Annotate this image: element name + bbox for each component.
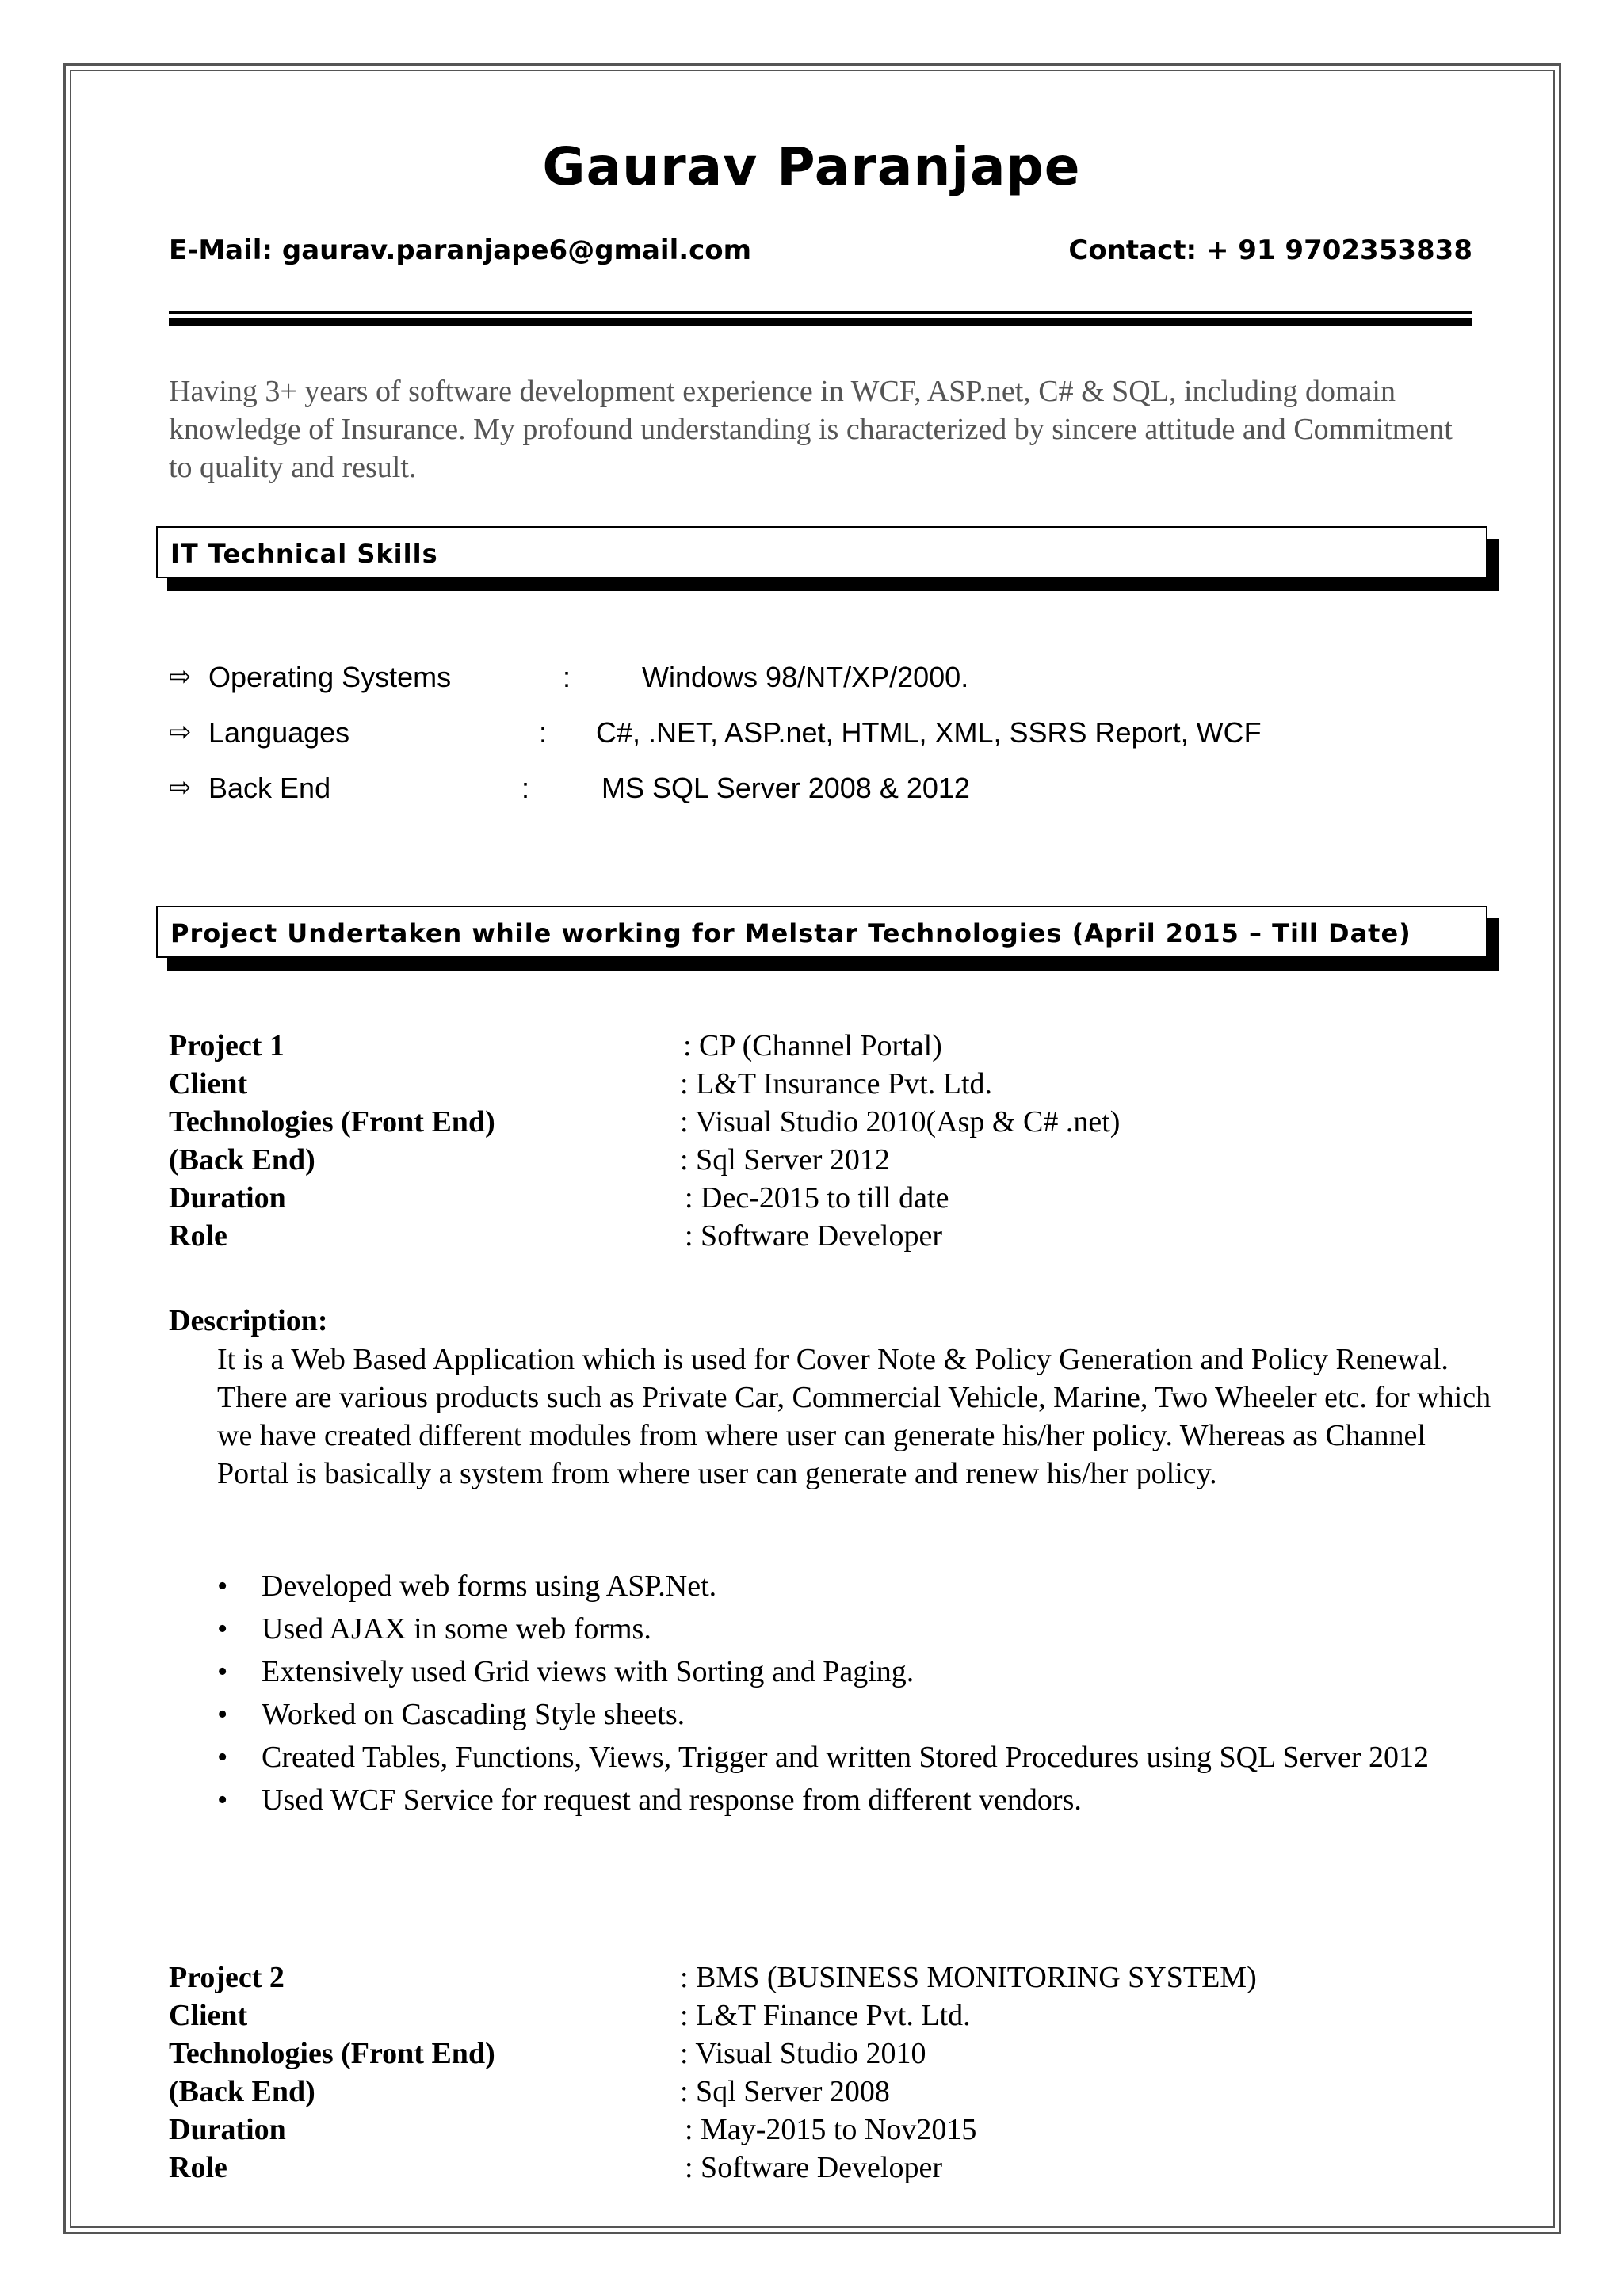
arrow-right-icon: ⇨ [169,772,192,803]
bullet-text: Used WCF Service for request and response from different vendors. [262,1783,1082,1817]
project1-row-duration [169,1180,1516,1219]
project1-key: Duration [169,1181,286,1215]
project1-row-front-end [169,1104,1516,1142]
project2-key: Client [169,1999,248,2032]
project2-key: Duration [169,2113,286,2146]
project2-key: (Back End) [169,2075,315,2108]
project2-row-front-end [169,2036,1516,2074]
bullet-text: Developed web forms using ASP.Net. [262,1569,717,1603]
bullet-icon: • [217,1569,228,1603]
project1-value: : Sql Server 2012 [680,1143,890,1177]
project1-bullet-list [214,1567,1498,1824]
bullet-text: Used AJAX in some web forms. [262,1612,651,1646]
project2-value: : Sql Server 2008 [680,2075,890,2108]
list-item [214,1738,1498,1776]
header-divider-thin [169,311,1472,314]
skill-value: MS SQL Server 2008 & 2012 [601,772,970,804]
list-item [214,1567,1498,1605]
project1-key: Client [169,1067,248,1100]
bullet-icon: • [217,1698,228,1731]
project2-value: : BMS (BUSINESS MONITORING SYSTEM) [680,1961,1257,1994]
arrow-right-icon: ⇨ [169,662,192,692]
bullet-icon: • [217,1783,228,1817]
bullet-text: Extensively used Grid views with Sorting and Paging. [262,1655,915,1688]
project1-row-project [169,1028,1516,1066]
skill-label: Languages [208,716,350,749]
project1-value: : L&T Insurance Pvt. Ltd. [680,1067,993,1100]
profile-summary: Having 3+ years of software development experience in WCF, ASP.net, C# & SQL, including domain knowledge of Insurance. My profound understanding is characterized by sincere attitude and Commitment to quality and result. [169,375,1453,484]
project1-value: : Software Developer [685,1219,942,1253]
project1-value: : CP (Channel Portal) [683,1029,942,1062]
project-section-title: Project Undertaken while working for Melstar Technologies (April 2015 – Till Date) [170,918,1411,948]
contact-line: Contact: + 91 9702353838 [1068,235,1472,266]
skill-colon: : [539,716,548,749]
project2-row-role [169,2150,1516,2188]
list-item [214,1653,1498,1691]
project1-key: Role [169,1219,227,1253]
header-divider-thick [169,318,1472,326]
project2-row-back-end [169,2074,1516,2112]
project2-row-project [169,1960,1516,1998]
project2-key: Technologies (Front End) [169,2037,495,2070]
skills-section-header [156,526,1487,578]
skill-label: Back End [208,772,331,804]
bullet-text: Created Tables, Functions, Views, Trigger and written Stored Procedures using SQL Server 2012 [262,1741,1430,1774]
email-line: E-Mail: gaurav.paranjape6@gmail.com [169,235,752,266]
skill-value: Windows 98/NT/XP/2000. [642,661,969,693]
project1-value: : Dec-2015 to till date [685,1181,949,1215]
project2-row-duration [169,2112,1516,2150]
project1-key: (Back End) [169,1143,315,1177]
project2-value: : L&T Finance Pvt. Ltd. [680,1999,971,2032]
bullet-icon: • [217,1612,228,1646]
skill-colon: : [563,661,571,693]
project1-row-back-end [169,1142,1516,1180]
skill-row-back-end [169,772,1516,811]
bullet-icon: • [217,1741,228,1774]
project2-key: Role [169,2151,227,2184]
skill-label: Operating Systems [208,661,452,693]
project1-value: : Visual Studio 2010(Asp & C# .net) [680,1105,1121,1138]
project2-value: : Software Developer [685,2151,942,2184]
arrow-right-icon: ⇨ [169,717,192,747]
skill-row-operating-systems [169,661,1516,700]
description-heading: Description: [169,1304,328,1337]
project1-key: Technologies (Front End) [169,1105,495,1138]
project2-value: : May-2015 to Nov2015 [685,2113,977,2146]
list-item [214,1610,1498,1648]
skill-colon: : [521,772,530,804]
project1-description: It is a Web Based Application which is used for Cover Note & Policy Generation and Policy Renewal. There are various products such as Private Car, Commercial Vehicle, Marine, Two Wheeler etc. for which we have created different modules from where user can generate his/her policy. Whereas as Channel Portal is basically a system from where user can generate and renew his/her policy. [217,1343,1491,1490]
bullet-text: Worked on Cascading Style sheets. [262,1698,685,1731]
skill-value: C#, .NET, ASP.net, HTML, XML, SSRS Report, WCF [596,716,1262,749]
project2-value: : Visual Studio 2010 [680,2037,926,2070]
skills-section-title: IT Technical Skills [170,539,438,569]
project1-key: Project 1 [169,1029,285,1062]
bullet-icon: • [217,1655,228,1688]
candidate-name: Gaurav Paranjape [542,136,1081,197]
project1-row-client [169,1066,1516,1104]
list-item [214,1695,1498,1733]
project2-key: Project 2 [169,1961,285,1994]
project2-row-client [169,1998,1516,2036]
list-item [214,1781,1498,1819]
project1-row-role [169,1219,1516,1257]
skill-row-languages [169,716,1516,756]
project-section-header [156,906,1487,958]
